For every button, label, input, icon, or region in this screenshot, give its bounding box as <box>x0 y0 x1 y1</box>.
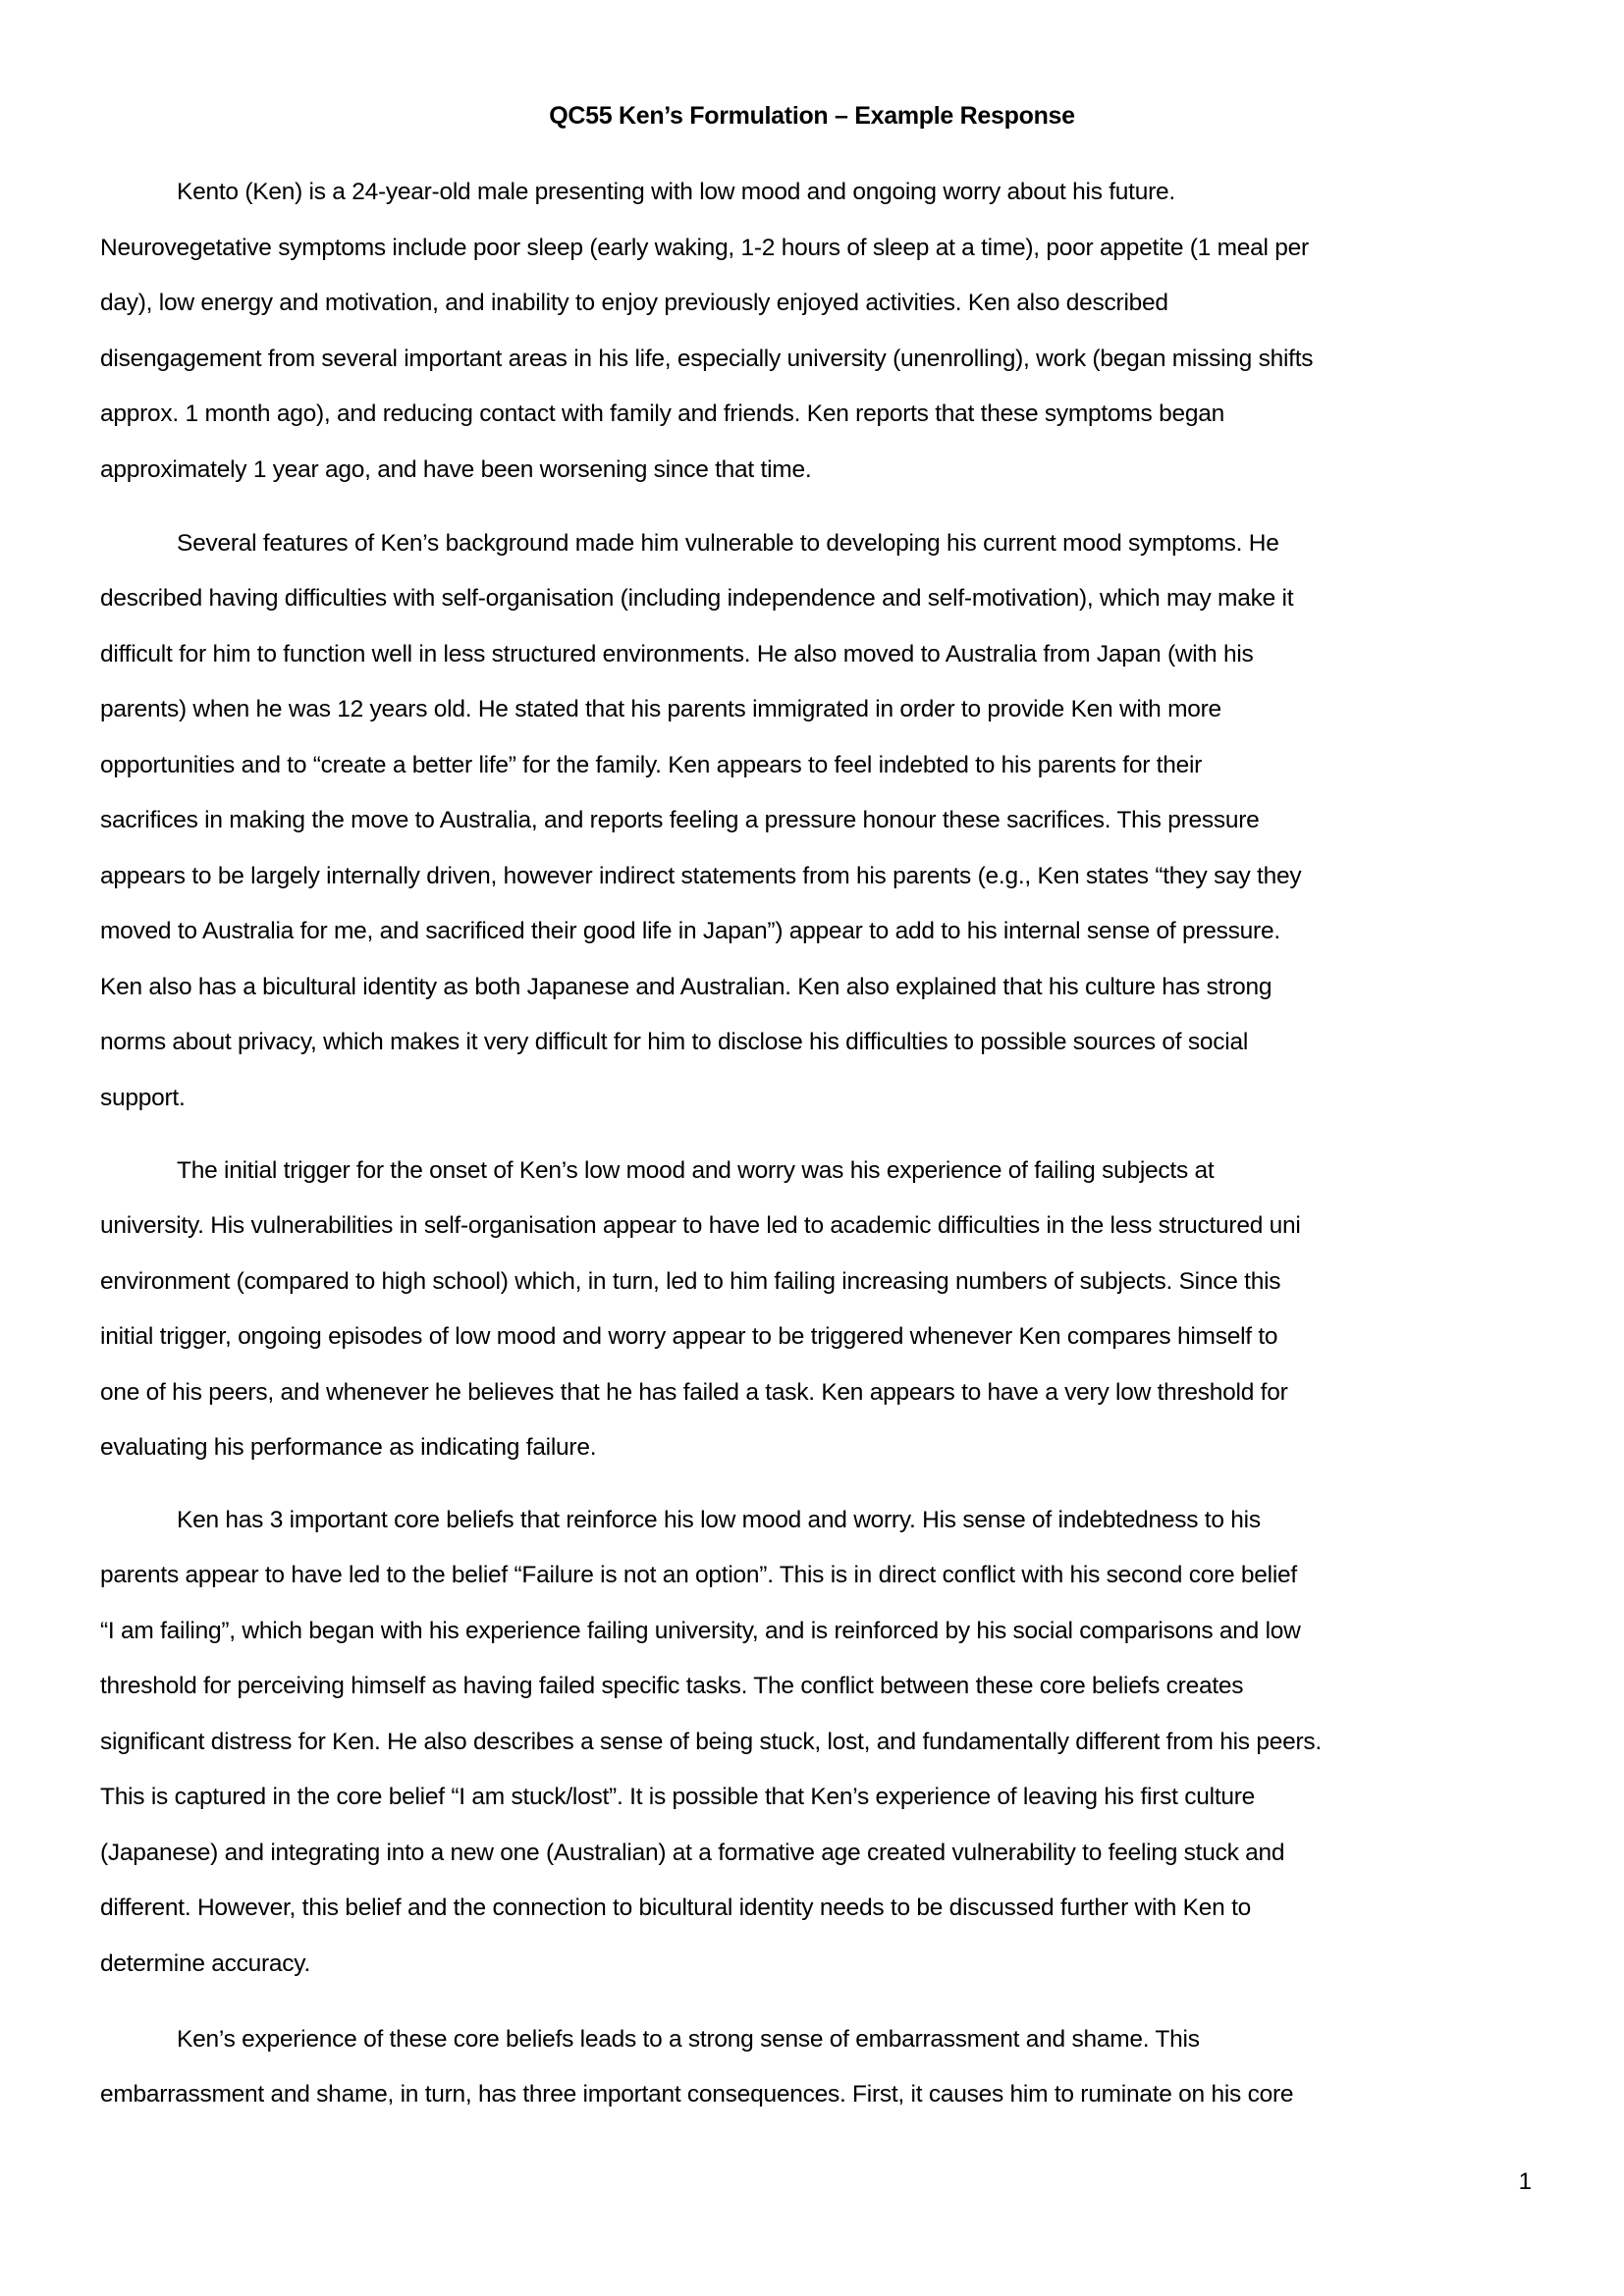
text-line: moved to Australia for me, and sacrificed their good life in Japan”) appear to add to his internal sense of pressure. <box>100 918 1280 944</box>
text-line: Kento (Ken) is a 24-year-old male presenting with low mood and ongoing worry about his future. <box>177 179 1175 205</box>
text-line: opportunities and to “create a better life” for the family. Ken appears to feel indebted to his parents for their <box>100 752 1203 778</box>
text-line: This is captured in the core belief “I am stuck/lost”. It is possible that Ken’s experience of leaving his first culture <box>100 1784 1256 1810</box>
text-line: Ken also has a bicultural identity as both Japanese and Australian. Ken also explained that his culture has strong <box>100 974 1272 1000</box>
text-line: sacrifices in making the move to Australia, and reports feeling a pressure honour these sacrifices. This pressure <box>100 807 1260 833</box>
text-line: support. <box>100 1085 186 1111</box>
document-body <box>100 0 1534 2160</box>
text-line: difficult for him to function well in less structured environments. He also moved to Australia from Japan (with his <box>100 641 1254 667</box>
text-line: norms about privacy, which makes it very difficult for him to disclose his difficulties to possible sources of social <box>100 1029 1249 1055</box>
text-line: university. His vulnerabilities in self-organisation appear to have led to academic difficulties in the less structured uni <box>100 1212 1301 1239</box>
text-line: approximately 1 year ago, and have been worsening since that time. <box>100 456 812 483</box>
text-line: different. However, this belief and the connection to bicultural identity needs to be discussed further with Ken to <box>100 1895 1252 1921</box>
text-line: Ken’s experience of these core beliefs leads to a strong sense of embarrassment and shame. This <box>177 2026 1200 2053</box>
text-line: threshold for perceiving himself as having failed specific tasks. The conflict between these core beliefs creates <box>100 1673 1244 1699</box>
text-line: parents appear to have led to the belief “Failure is not an option”. This is in direct conflict with his second core belief <box>100 1562 1297 1588</box>
text-line: “I am failing”, which began with his experience failing university, and is reinforced by his social comparisons and low <box>100 1618 1301 1644</box>
text-line: one of his peers, and whenever he believes that he has failed a task. Ken appears to have a very low threshold for <box>100 1379 1288 1406</box>
text-line: determine accuracy. <box>100 1950 311 1977</box>
text-line: evaluating his performance as indicating failure. <box>100 1434 597 1461</box>
text-line: parents) when he was 12 years old. He stated that his parents immigrated in order to provide Ken with more <box>100 696 1221 722</box>
text-line: significant distress for Ken. He also describes a sense of being stuck, lost, and fundamentally different from his peers. <box>100 1729 1322 1755</box>
text-line: Neurovegetative symptoms include poor sleep (early waking, 1-2 hours of sleep at a time), poor appetite (1 meal per <box>100 235 1309 261</box>
text-line: environment (compared to high school) which, in turn, led to him failing increasing numbers of subjects. Since this <box>100 1268 1281 1295</box>
text-line: (Japanese) and integrating into a new one (Australian) at a formative age created vulnerability to feeling stuck and <box>100 1840 1285 1866</box>
page-number: 1 <box>1518 2168 1532 2195</box>
text-line: disengagement from several important areas in his life, especially university (unenrolling), work (began missing shifts <box>100 346 1314 372</box>
text-line: described having difficulties with self-organisation (including independence and self-motivation), which may make it <box>100 585 1294 612</box>
text-line: Ken has 3 important core beliefs that reinforce his low mood and worry. His sense of indebtedness to his <box>177 1507 1261 1533</box>
text-line: appears to be largely internally driven, however indirect statements from his parents (e.g., Ken states “they say they <box>100 863 1302 889</box>
text-line: Several features of Ken’s background made him vulnerable to developing his current mood symptoms. He <box>177 530 1279 557</box>
text-line: initial trigger, ongoing episodes of low mood and worry appear to be triggered whenever Ken compares himself to <box>100 1323 1278 1350</box>
text-line: day), low energy and motivation, and inability to enjoy previously enjoyed activities. Ken also described <box>100 290 1168 316</box>
text-line: The initial trigger for the onset of Ken’s low mood and worry was his experience of failing subjects at <box>177 1157 1215 1184</box>
text-line: approx. 1 month ago), and reducing contact with family and friends. Ken reports that these symptoms began <box>100 400 1224 427</box>
text-line: embarrassment and shame, in turn, has three important consequences. First, it causes him to ruminate on his core <box>100 2081 1294 2108</box>
document-title: QC55 Ken’s Formulation – Example Response <box>549 102 1075 130</box>
